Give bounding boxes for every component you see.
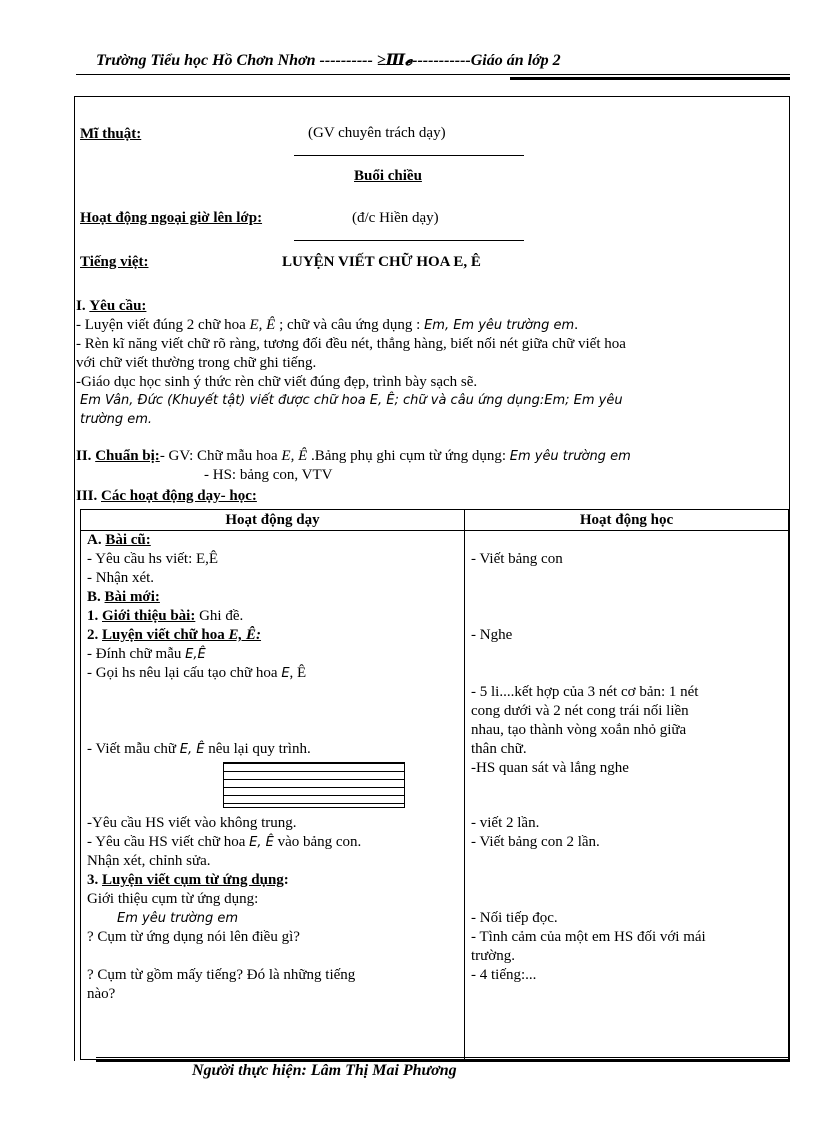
req-letters: E, Ê xyxy=(249,317,276,333)
step-title-letters: E, Ê: xyxy=(228,627,262,643)
student-column xyxy=(465,531,789,1060)
prep-gv: - GV: Chữ mẫu hoa xyxy=(159,448,282,464)
session-title: Buổi chiều xyxy=(354,168,422,184)
table-row xyxy=(81,531,789,1060)
teacher-line: - Yêu cầu hs viết: E,Ê xyxy=(87,551,219,567)
step-label: 2. xyxy=(87,627,102,643)
step-title: Bài mới: xyxy=(104,589,160,605)
teacher-line: , Ê xyxy=(289,665,307,681)
student-line: - Nghe xyxy=(471,627,513,643)
step-title: Giới thiệu bài: xyxy=(102,608,196,624)
teacher-line: ? Cụm từ ứng dụng nói lên điều gì? xyxy=(87,929,300,945)
student-line: - 5 li....kết hợp của 3 nét cơ bản: 1 nét xyxy=(471,684,699,700)
activities-table xyxy=(80,509,789,1060)
col-header-student: Hoạt động học xyxy=(465,510,789,531)
step-colon: : xyxy=(283,872,289,888)
writing-lines-box xyxy=(223,762,405,808)
subject-my-thuat: Mĩ thuật: xyxy=(80,126,142,142)
teacher-line: - Đính chữ mẫu xyxy=(87,646,186,662)
section-heading: Chuẩn bị: xyxy=(95,448,160,464)
student-line: - Viết bảng con xyxy=(471,551,563,567)
letters: E,Ê xyxy=(185,647,206,662)
student-line: cong dưới và 2 nét cong trái nối liền xyxy=(471,703,689,719)
step-label: 3. xyxy=(87,872,102,888)
teacher-line: nêu lại quy trình. xyxy=(204,741,311,757)
req-line-2: - Rèn kĩ năng viết chữ rõ ràng, tương đối đều nét, thẳng hàng, biết nối nét giữa chữ viết hoa xyxy=(76,336,626,352)
req-line-5: Em Vân, Đức (Khuyết tật) viết được chữ hoa E, Ê; chữ và câu ứng dụng:Em; Em yêu xyxy=(80,393,623,408)
step-label: A. xyxy=(87,532,106,548)
header-rule-thick xyxy=(510,77,790,80)
step-label: B. xyxy=(87,589,105,605)
step-title: Bài cũ: xyxy=(105,532,151,548)
letters: E, Ê xyxy=(249,835,274,850)
teacher-line: - Gọi hs nêu lại cấu tạo chữ hoa xyxy=(87,665,282,681)
section-chuan-bi xyxy=(76,446,786,484)
teacher-column xyxy=(81,531,465,1060)
req-period: . xyxy=(574,317,578,333)
req-line-4: -Giáo dục học sinh ý thức rèn chữ viết đúng đẹp, trình bày sạch sẽ. xyxy=(76,374,478,390)
rule-1 xyxy=(294,155,524,156)
section-number: III. xyxy=(76,488,98,504)
header-rule-thin xyxy=(76,74,790,75)
lesson-title: LUYỆN VIẾT CHỮ HOA E, Ê xyxy=(282,254,481,270)
teacher-line: nào? xyxy=(87,986,116,1002)
page-header: Trường Tiểu học Hồ Chơn Nhơn ---------- ≥Ⅲ𝓮-----------Giáo án lớp 2 xyxy=(96,52,561,69)
teacher-line: -Yêu cầu HS viết vào không trung. xyxy=(87,815,297,831)
teacher-line: - Viết mẫu chữ xyxy=(87,741,180,757)
footer-rule-thin xyxy=(96,1057,790,1058)
prep-hs: - HS: bảng con, VTV xyxy=(204,467,333,483)
student-line: - Nối tiếp đọc. xyxy=(471,910,558,926)
subject-hoat-dong-note: (đ/c Hiền dạy) xyxy=(352,210,439,226)
step-title: Luyện viết chữ hoa xyxy=(102,627,229,643)
req-line-1: - Luyện viết đúng 2 chữ hoa xyxy=(76,317,250,333)
subject-tieng-viet: Tiếng việt: xyxy=(80,254,149,270)
section-number: I. xyxy=(76,298,86,314)
table-header-row xyxy=(81,510,789,531)
subject-hoat-dong: Hoạt động ngoại giờ lên lớp: xyxy=(80,210,263,226)
teacher-line: Giới thiệu cụm từ ứng dụng: xyxy=(87,891,259,907)
prep-phrase: Em yêu trường em xyxy=(509,449,631,464)
prep-letters: E, Ê xyxy=(281,448,308,464)
student-line: - 4 tiếng:... xyxy=(471,967,537,983)
teacher-line: - Yêu cầu HS viết chữ hoa xyxy=(87,834,250,850)
section-number: II. xyxy=(76,448,92,464)
student-line: - viết 2 lần. xyxy=(471,815,540,831)
step-label: 1. xyxy=(87,608,102,624)
teacher-line: Nhận xét, chỉnh sửa. xyxy=(87,853,211,869)
section-hoat-dong xyxy=(76,488,257,505)
prep-gv-b: .Bảng phụ ghi cụm từ ứng dụng: xyxy=(307,448,510,464)
section-heading: Các hoạt động dạy- học: xyxy=(101,488,257,504)
req-line-3: với chữ viết thường trong chữ ghi tiếng. xyxy=(76,355,317,371)
rule-2 xyxy=(294,240,524,241)
letters: E, Ê xyxy=(179,742,205,757)
section-heading: Yêu cầu: xyxy=(89,298,147,314)
student-line: - Tình cảm của một em HS đối với mái xyxy=(471,929,706,945)
student-line: thân chữ. xyxy=(471,741,527,757)
teacher-line: Ghi đề. xyxy=(195,608,244,624)
student-line: -HS quan sát và lắng nghe xyxy=(471,760,629,776)
subject-my-thuat-note: (GV chuyên trách dạy) xyxy=(308,125,446,141)
footer-author: Người thực hiện: Lâm Thị Mai Phương xyxy=(192,1062,457,1079)
student-line: - Viết bảng con 2 lần. xyxy=(471,834,600,850)
teacher-line: vào bảng con. xyxy=(273,834,362,850)
col-header-teacher: Hoạt động dạy xyxy=(81,510,465,531)
req-phrase: Em, Em yêu trường em xyxy=(424,318,575,333)
student-line: nhau, tạo thành vòng xoắn nhỏ giữa xyxy=(471,722,687,738)
application-phrase: Em yêu trường em xyxy=(117,911,238,926)
section-yeu-cau xyxy=(76,296,786,429)
req-line-6: trường em. xyxy=(80,412,153,427)
letters: E xyxy=(281,666,290,681)
student-line: trường. xyxy=(471,948,515,964)
teacher-line: - Nhận xét. xyxy=(87,570,155,586)
req-line-1b: ; chữ và câu ứng dụng : xyxy=(275,317,425,333)
step-title: Luyện viết cụm từ ứng dụng xyxy=(102,872,284,888)
teacher-line: ? Cụm từ gồm mấy tiếng? Đó là những tiếng xyxy=(87,967,356,983)
